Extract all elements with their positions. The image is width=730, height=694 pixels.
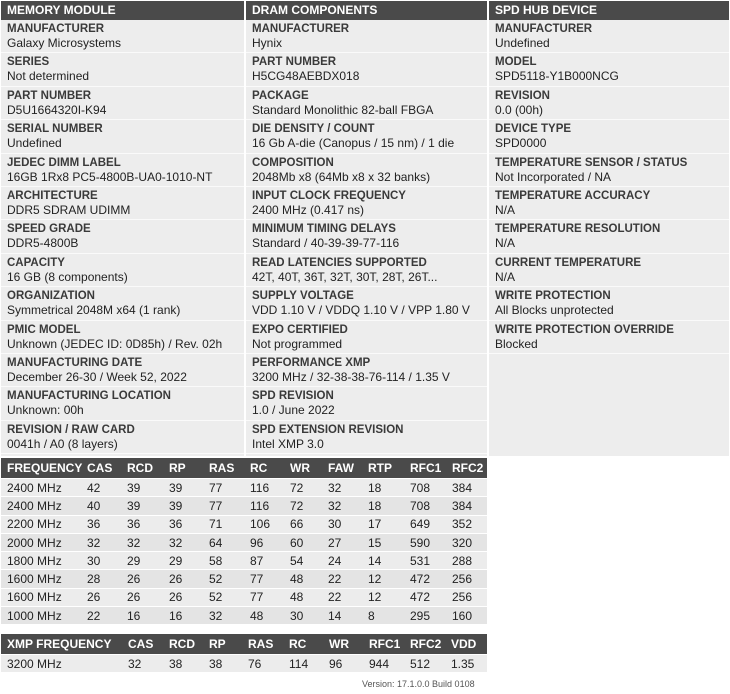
table-cell: 15 xyxy=(362,533,404,551)
table-cell: 29 xyxy=(121,552,163,570)
field-value: Not determined xyxy=(7,69,90,84)
table-cell: 32 xyxy=(163,533,203,551)
table-cell: 12 xyxy=(362,570,404,588)
memory-module-field xyxy=(1,287,244,320)
table-row xyxy=(1,655,487,673)
table-cell: 3200 MHz xyxy=(1,655,122,673)
column-header: RFC1 xyxy=(404,458,446,479)
table-cell: 32 xyxy=(203,607,244,625)
table-cell: 22 xyxy=(81,607,121,625)
field-label: TEMPERATURE ACCURACY xyxy=(495,189,651,202)
table-cell: 14 xyxy=(322,607,362,625)
table-cell: 36 xyxy=(163,515,203,533)
table-cell: 2400 MHz xyxy=(1,497,81,515)
dram-components-field xyxy=(246,220,487,253)
table-row xyxy=(1,479,487,497)
memory-module-header: MEMORY MODULE xyxy=(1,1,244,20)
column-header: RC xyxy=(283,634,323,655)
field-label: JEDEC DIMM LABEL xyxy=(7,156,121,169)
table-cell: 116 xyxy=(244,497,284,515)
table-cell: 22 xyxy=(322,570,362,588)
field-label: ARCHITECTURE xyxy=(7,189,98,202)
table-cell: 1800 MHz xyxy=(1,552,81,570)
table-cell: 42 xyxy=(81,479,121,497)
timing-header-row xyxy=(1,458,487,479)
field-value: Unknown (JEDEC ID: 0D85h) / Rev. 02h xyxy=(7,336,223,351)
table-cell: 512 xyxy=(404,655,445,673)
table-cell: 26 xyxy=(163,570,203,588)
spd-hub-field xyxy=(489,120,729,153)
field-value: D5U1664320I-K94 xyxy=(7,102,107,117)
table-cell: 96 xyxy=(323,655,363,673)
memory-module-field xyxy=(1,154,244,187)
table-cell: 1000 MHz xyxy=(1,607,81,625)
field-label: SPD REVISION xyxy=(252,390,334,403)
field-value: 16 GB (8 components) xyxy=(7,269,128,284)
table-cell: 26 xyxy=(163,588,203,606)
field-value: Standard / 40-39-39-77-116 xyxy=(252,236,400,251)
column-header: RFC1 xyxy=(363,634,404,655)
timing-table xyxy=(1,458,487,624)
table-cell: 2000 MHz xyxy=(1,533,81,551)
field-label: MINIMUM TIMING DELAYS xyxy=(252,223,396,236)
column-header: RC xyxy=(244,458,284,479)
spd-hub-field xyxy=(489,20,729,53)
table-cell: 384 xyxy=(446,497,487,515)
field-value: DDR5 SDRAM UDIMM xyxy=(7,202,131,217)
field-label: PART NUMBER xyxy=(252,56,337,69)
field-label: TEMPERATURE RESOLUTION xyxy=(495,223,661,236)
field-value: N/A xyxy=(495,269,516,284)
dram-components-field xyxy=(246,20,487,53)
dram-components-field xyxy=(246,87,487,120)
field-label: SPEED GRADE xyxy=(7,223,91,236)
column-header: WR xyxy=(284,458,322,479)
field-value: December 26-30 / Week 52, 2022 xyxy=(7,369,187,384)
table-cell: 96 xyxy=(244,533,284,551)
column-header: XMP FREQUENCY xyxy=(1,634,122,655)
field-label: PACKAGE xyxy=(252,89,309,102)
field-value: 1.0 / June 2022 xyxy=(252,403,335,418)
field-label: SUPPLY VOLTAGE xyxy=(252,290,354,303)
table-row xyxy=(1,607,487,625)
spd-hub-panel xyxy=(489,1,729,456)
field-value: Not Incorporated / NA xyxy=(495,169,612,184)
field-value: 2048Mb x8 (64Mb x8 x 32 banks) xyxy=(252,169,431,184)
table-cell: 32 xyxy=(81,533,121,551)
column-header: FREQUENCY xyxy=(1,458,81,479)
spd-hub-field xyxy=(489,87,729,120)
field-value: Undefined xyxy=(7,136,62,151)
table-cell: 39 xyxy=(121,497,163,515)
table-cell: 30 xyxy=(81,552,121,570)
table-cell: 71 xyxy=(203,515,244,533)
table-cell: 72 xyxy=(284,479,322,497)
field-label: INPUT CLOCK FREQUENCY xyxy=(252,189,406,202)
table-cell: 2200 MHz xyxy=(1,515,81,533)
field-label: MANUFACTURER xyxy=(252,23,350,35)
table-cell: 52 xyxy=(203,588,244,606)
field-label: SERIES xyxy=(7,56,50,69)
table-cell: 12 xyxy=(362,588,404,606)
field-label: READ LATENCIES SUPPORTED xyxy=(252,256,427,269)
table-cell: 66 xyxy=(284,515,322,533)
field-label: PMIC MODEL xyxy=(7,323,81,336)
table-cell: 320 xyxy=(446,533,487,551)
table-cell: 116 xyxy=(244,479,284,497)
table-row xyxy=(1,588,487,606)
column-header: RTP xyxy=(362,458,404,479)
table-cell: 106 xyxy=(244,515,284,533)
table-cell: 24 xyxy=(322,552,362,570)
field-label: MODEL xyxy=(495,56,537,69)
field-value: 16 Gb A-die (Canopus / 15 nm) / 1 die xyxy=(252,136,455,151)
table-cell: 22 xyxy=(322,588,362,606)
table-cell: 295 xyxy=(404,607,446,625)
field-value: Not programmed xyxy=(252,336,343,351)
table-cell: 590 xyxy=(404,533,446,551)
table-cell: 288 xyxy=(446,552,487,570)
dram-components-field xyxy=(246,254,487,287)
memory-module-panel xyxy=(1,1,244,456)
table-cell: 77 xyxy=(203,479,244,497)
column-header: CAS xyxy=(122,634,163,655)
table-cell: 14 xyxy=(362,552,404,570)
table-cell: 39 xyxy=(163,497,203,515)
field-label: ORGANIZATION xyxy=(7,290,95,303)
field-label: CAPACITY xyxy=(7,256,65,269)
dram-components-field xyxy=(246,187,487,220)
dram-components-field xyxy=(246,321,487,354)
dram-components-field xyxy=(246,53,487,86)
memory-module-field xyxy=(1,53,244,86)
field-value: Symmetrical 2048M x64 (1 rank) xyxy=(7,303,181,318)
table-cell: 472 xyxy=(404,570,446,588)
field-value: Hynix xyxy=(252,36,283,50)
table-cell: 708 xyxy=(404,479,446,497)
dram-components-header: DRAM COMPONENTS xyxy=(246,1,487,20)
spd-hub-field xyxy=(489,53,729,86)
table-cell: 36 xyxy=(81,515,121,533)
table-cell: 64 xyxy=(203,533,244,551)
table-cell: 76 xyxy=(242,655,283,673)
field-value: Unknown: 00h xyxy=(7,403,84,418)
field-label: MANUFACTURING LOCATION xyxy=(7,390,171,403)
field-value: Undefined xyxy=(495,36,550,50)
memory-module-field xyxy=(1,354,244,387)
memory-module-field xyxy=(1,220,244,253)
field-value: 0.0 (00h) xyxy=(495,102,544,117)
field-label: TEMPERATURE SENSOR / STATUS xyxy=(495,156,688,169)
field-value: SPD0000 xyxy=(495,136,547,151)
dram-components-field xyxy=(246,354,487,387)
table-cell: 16 xyxy=(163,607,203,625)
table-row xyxy=(1,533,487,551)
field-label: DEVICE TYPE xyxy=(495,123,572,136)
spd-hub-field xyxy=(489,321,729,354)
field-value: Blocked xyxy=(495,336,538,351)
table-cell: 18 xyxy=(362,497,404,515)
dram-components-field xyxy=(246,387,487,420)
memory-module-field xyxy=(1,87,244,120)
version-label: Version: 17.1.0.0 Build 0108 xyxy=(362,679,475,689)
field-value: N/A xyxy=(495,202,516,217)
field-label: CURRENT TEMPERATURE xyxy=(495,256,642,269)
table-cell: 472 xyxy=(404,588,446,606)
column-header: RFC2 xyxy=(404,634,445,655)
memory-module-field xyxy=(1,421,244,454)
table-cell: 256 xyxy=(446,588,487,606)
table-cell: 256 xyxy=(446,570,487,588)
column-header: RFC2 xyxy=(446,458,487,479)
field-label: WRITE PROTECTION xyxy=(495,290,611,303)
field-value: 42T, 40T, 36T, 32T, 30T, 28T, 26T... xyxy=(252,269,438,284)
table-cell: 16 xyxy=(121,607,163,625)
field-value: VDD 1.10 V / VDDQ 1.10 V / VPP 1.80 V xyxy=(252,303,470,318)
dram-components-field xyxy=(246,421,487,454)
field-label: COMPOSITION xyxy=(252,156,334,169)
column-header: RP xyxy=(203,634,242,655)
field-value: All Blocks unprotected xyxy=(495,303,614,318)
table-cell: 531 xyxy=(404,552,446,570)
field-label: WRITE PROTECTION OVERRIDE xyxy=(495,323,674,336)
table-cell: 29 xyxy=(163,552,203,570)
table-cell: 708 xyxy=(404,497,446,515)
table-cell: 48 xyxy=(284,588,322,606)
memory-module-field xyxy=(1,254,244,287)
table-cell: 40 xyxy=(81,497,121,515)
field-value: 2400 MHz (0.417 ns) xyxy=(252,202,365,217)
table-cell: 36 xyxy=(121,515,163,533)
table-cell: 18 xyxy=(362,479,404,497)
table-row xyxy=(1,570,487,588)
column-header: FAW xyxy=(322,458,362,479)
spd-hub-field xyxy=(489,187,729,220)
table-cell: 38 xyxy=(203,655,242,673)
table-cell: 58 xyxy=(203,552,244,570)
field-value: H5CG48AEBDX018 xyxy=(252,69,360,84)
field-value: 3200 MHz / 32-38-38-76-114 / 1.35 V xyxy=(252,369,450,384)
column-header: RP xyxy=(163,458,203,479)
table-row xyxy=(1,552,487,570)
table-cell: 27 xyxy=(322,533,362,551)
table-cell: 1.35 xyxy=(445,655,487,673)
table-cell: 54 xyxy=(284,552,322,570)
field-label: EXPO CERTIFIED xyxy=(252,323,348,336)
table-cell: 384 xyxy=(446,479,487,497)
field-label: SPD EXTENSION REVISION xyxy=(252,423,404,436)
column-header: RCD xyxy=(163,634,203,655)
column-header: WR xyxy=(323,634,363,655)
spd-hub-field xyxy=(489,154,729,187)
field-label: MANUFACTURER xyxy=(7,23,105,35)
table-cell: 77 xyxy=(244,570,284,588)
memory-module-field xyxy=(1,321,244,354)
table-cell: 39 xyxy=(121,479,163,497)
field-label: REVISION / RAW CARD xyxy=(7,423,135,436)
field-value: SPD5118-Y1B000NCG xyxy=(495,69,619,84)
table-cell: 39 xyxy=(163,479,203,497)
field-label: MANUFACTURING DATE xyxy=(7,356,143,369)
table-row xyxy=(1,515,487,533)
dram-components-field xyxy=(246,287,487,320)
table-cell: 30 xyxy=(284,607,322,625)
field-value: 16GB 1Rx8 PC5-4800B-UA0-1010-NT xyxy=(7,169,213,184)
field-value: N/A xyxy=(495,236,516,251)
spd-hub-field xyxy=(489,220,729,253)
table-cell: 26 xyxy=(121,570,163,588)
table-cell: 160 xyxy=(446,607,487,625)
table-cell: 26 xyxy=(81,588,121,606)
memory-module-field xyxy=(1,187,244,220)
field-value: Standard Monolithic 82-ball FBGA xyxy=(252,102,434,117)
spd-hub-field xyxy=(489,254,729,287)
xmp-header-row xyxy=(1,634,487,655)
column-header: CAS xyxy=(81,458,121,479)
table-cell: 114 xyxy=(283,655,323,673)
table-cell: 87 xyxy=(244,552,284,570)
table-cell: 60 xyxy=(284,533,322,551)
field-value: DDR5-4800B xyxy=(7,236,79,251)
memory-module-field xyxy=(1,387,244,420)
table-row xyxy=(1,497,487,515)
table-cell: 52 xyxy=(203,570,244,588)
column-header: VDD xyxy=(445,634,487,655)
table-cell: 944 xyxy=(363,655,404,673)
dram-components-field xyxy=(246,120,487,153)
table-cell: 38 xyxy=(163,655,203,673)
table-cell: 32 xyxy=(322,497,362,515)
table-cell: 26 xyxy=(121,588,163,606)
table-cell: 28 xyxy=(81,570,121,588)
field-label: DIE DENSITY / COUNT xyxy=(252,123,375,136)
memory-module-field xyxy=(1,120,244,153)
field-value: Galaxy Microsystems xyxy=(7,36,122,50)
table-cell: 77 xyxy=(244,588,284,606)
field-label: MANUFACTURER xyxy=(495,23,593,35)
table-cell: 1600 MHz xyxy=(1,570,81,588)
table-cell: 32 xyxy=(121,533,163,551)
field-label: PERFORMANCE XMP xyxy=(252,356,371,369)
table-cell: 48 xyxy=(244,607,284,625)
table-cell: 32 xyxy=(322,479,362,497)
dram-components-panel xyxy=(246,1,487,456)
spd-hub-field xyxy=(489,287,729,320)
table-cell: 32 xyxy=(122,655,163,673)
table-cell: 17 xyxy=(362,515,404,533)
table-cell: 1600 MHz xyxy=(1,588,81,606)
table-cell: 77 xyxy=(203,497,244,515)
table-cell: 8 xyxy=(362,607,404,625)
field-label: REVISION xyxy=(495,89,550,102)
field-value: 0041h / A0 (8 layers) xyxy=(7,436,118,451)
field-label: SERIAL NUMBER xyxy=(7,123,103,136)
memory-module-field xyxy=(1,20,244,53)
table-cell: 352 xyxy=(446,515,487,533)
field-value: Intel XMP 3.0 xyxy=(252,436,324,451)
spd-hub-header: SPD HUB DEVICE xyxy=(489,1,729,20)
dram-components-field xyxy=(246,154,487,187)
field-label: PART NUMBER xyxy=(7,89,92,102)
column-header: RAS xyxy=(242,634,283,655)
table-cell: 649 xyxy=(404,515,446,533)
spd-info-panels xyxy=(1,1,729,456)
table-cell: 48 xyxy=(284,570,322,588)
table-cell: 72 xyxy=(284,497,322,515)
table-cell: 2400 MHz xyxy=(1,479,81,497)
column-header: RCD xyxy=(121,458,163,479)
column-header: RAS xyxy=(203,458,244,479)
xmp-table xyxy=(1,634,487,672)
table-cell: 30 xyxy=(322,515,362,533)
